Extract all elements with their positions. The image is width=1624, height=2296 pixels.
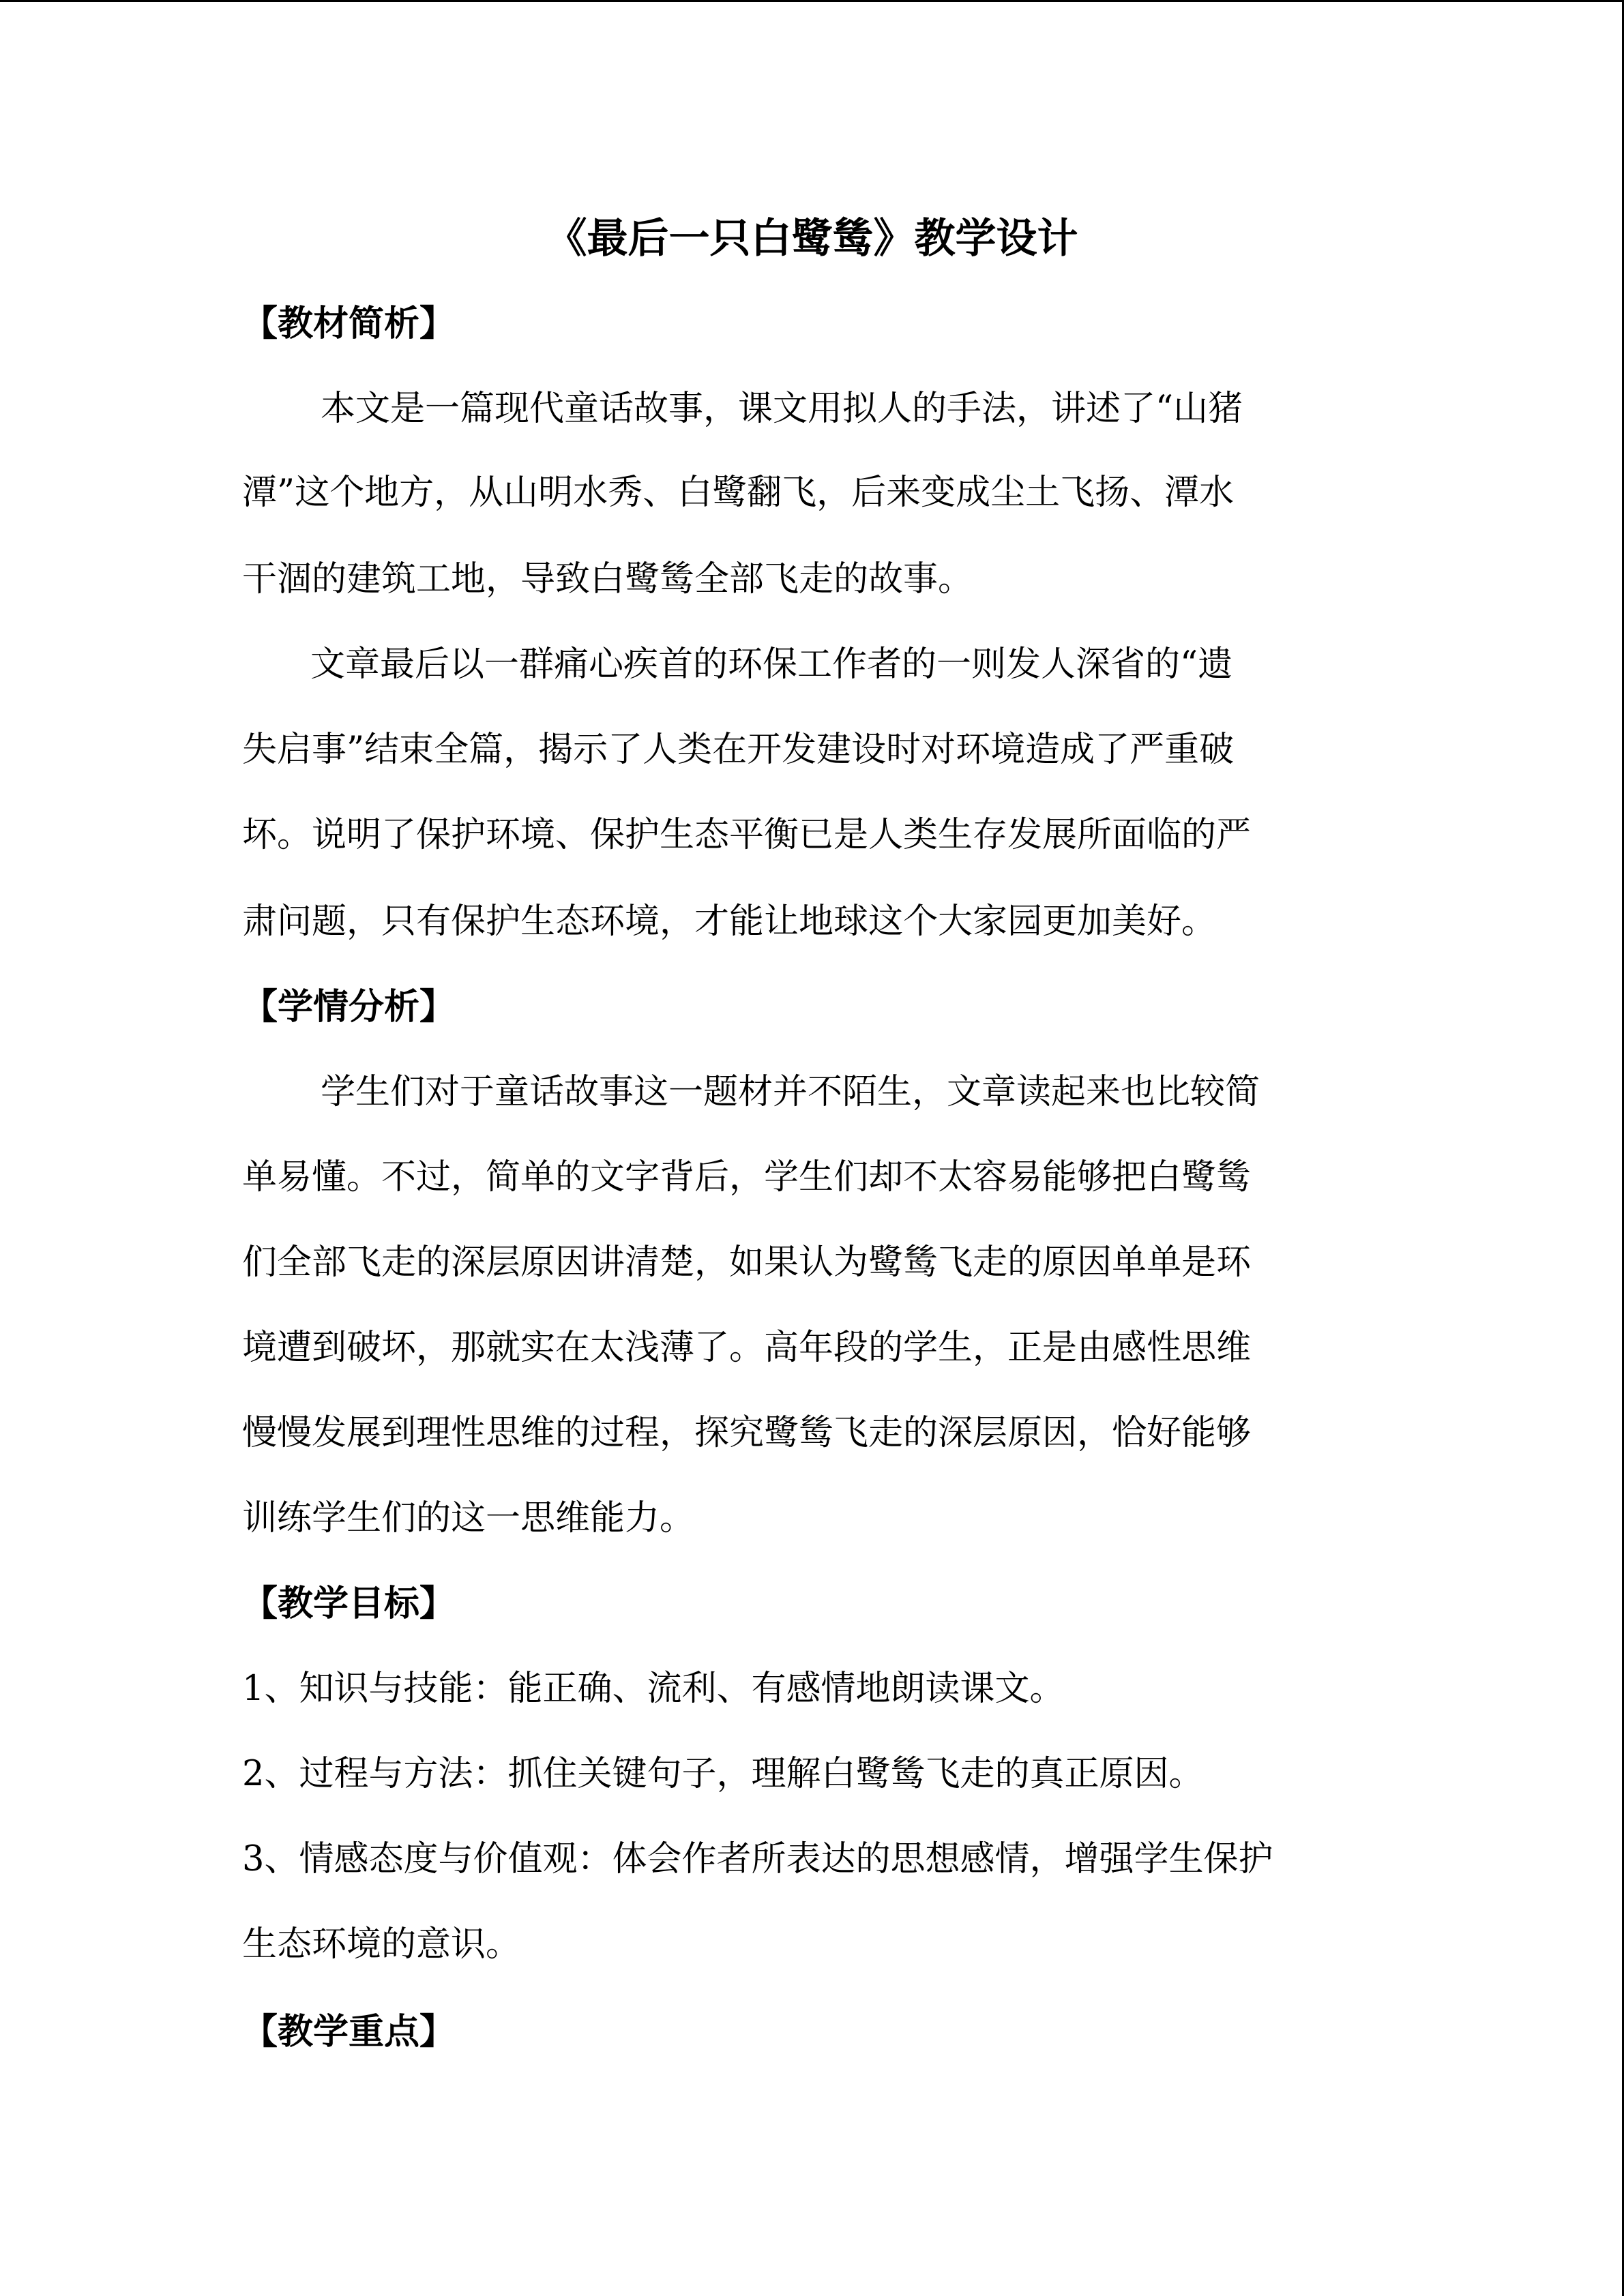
goal-item: 2、过程与方法：抓住关键句子，理解白鹭鸶飞走的真正原因。 xyxy=(242,1754,1204,1794)
paragraph-line: 失启事”结束全篇，揭示了人类在开发建设时对环境造成了严重破 xyxy=(242,730,1235,770)
section-heading-teaching-focus: 【教学重点】 xyxy=(242,2012,456,2053)
paragraph-line: 本文是一篇现代童话故事，课文用拟人的手法，讲述了“山猪 xyxy=(321,389,1243,429)
document-title: 《最后一只白鹭鸶》教学设计 xyxy=(546,215,1078,263)
section-heading-learner-analysis: 【学情分析】 xyxy=(242,987,456,1028)
goal-item: 生态环境的意识。 xyxy=(242,1924,521,1965)
paragraph-line: 肃问题，只有保护生态环境，才能让地球这个大家园更加美好。 xyxy=(242,901,1217,942)
section-heading-teaching-goals: 【教学目标】 xyxy=(242,1583,456,1624)
paragraph-line: 潭”这个地方，从山明水秀、白鹭翻飞，后来变成尘土飞扬、潭水 xyxy=(242,473,1235,513)
paragraph-line: 学生们对于童话故事这一题材并不陌生，文章读起来也比较简 xyxy=(321,1072,1260,1112)
paragraph-line: 们全部飞走的深层原因讲清楚，如果认为鹭鸶飞走的原因单单是环 xyxy=(242,1242,1252,1283)
paragraph-line: 训练学生们的这一思维能力。 xyxy=(242,1498,695,1538)
paragraph-line: 干涸的建筑工地，导致白鹭鸶全部飞走的故事。 xyxy=(242,559,973,599)
page-top-border xyxy=(0,0,1624,2)
section-heading-textbook-analysis: 【教材简析】 xyxy=(242,303,456,344)
paragraph-line: 境遭到破坏，那就实在太浅薄了。高年段的学生，正是由感性思维 xyxy=(242,1328,1252,1368)
paragraph-line: 坏。说明了保护环境、保护生态平衡已是人类生存发展所面临的严 xyxy=(242,815,1252,855)
paragraph-line: 文章最后以一群痛心疾首的环保工作者的一则发人深省的“遗 xyxy=(310,644,1233,685)
goal-item: 3、情感态度与价值观：体会作者所表达的思想感情，增强学生保护 xyxy=(242,1839,1273,1879)
goal-item: 1、知识与技能：能正确、流利、有感情地朗读课文。 xyxy=(242,1669,1065,1709)
paragraph-line: 单易懂。不过，简单的文字背后，学生们却不太容易能够把白鹭鸶 xyxy=(242,1157,1252,1197)
paragraph-line: 慢慢发展到理性思维的过程，探究鹭鸶飞走的深层原因，恰好能够 xyxy=(242,1413,1252,1453)
